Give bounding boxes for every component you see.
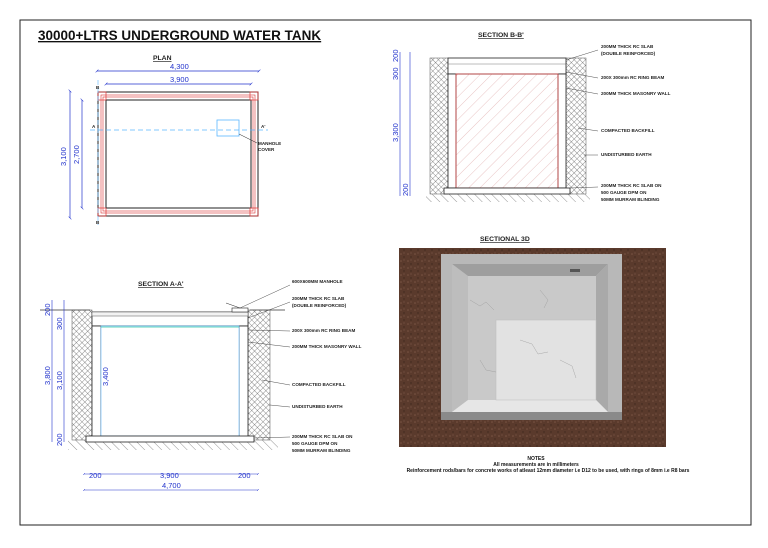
section-aa-label-5: COMPACTED BACKFILL [292,382,346,387]
section-bb-view [391,32,671,202]
section-aa-dim-3: 200 [55,433,64,446]
section-3d-view [399,236,666,447]
section-bb-label-4: COMPACTED BACKFILL [601,128,655,133]
plan-view [59,55,281,225]
section-aa-bottom-dim-2: 200 [238,471,251,480]
section-aa-label-0: 600X600MM MANHOLE [292,279,343,284]
section-bb-dim-3: 200 [401,183,410,196]
plan-manhole-label-2: COVER [258,147,275,152]
section-aa-view [40,279,362,490]
section-aa-label-3: 200X 300mm RC RING BEAM [292,328,356,333]
plan-dim-left-inner: 2,700 [72,145,81,164]
plan-dim-left-outer: 3,100 [59,147,68,166]
section-aa-dim-2: 3,100 [55,371,64,390]
section-bb-title: SECTION B-B' [478,32,524,39]
section-bb-dim-1: 300 [391,67,400,80]
section-aa-bottom-dim-1: 3,900 [160,471,179,480]
section-bb-dim-0: 200 [391,49,400,62]
section-aa-label-7: 200MM THICK RC SLAB ON [292,434,353,439]
section-bb-label-0: 200MM THICK RC SLAB [601,44,654,49]
section-bb-label-7: 500 GAUGE DPM ON [601,190,647,195]
section-aa-label-4: 200MM THICK MASONRY WALL [292,344,362,349]
notes [407,456,690,474]
notes-line-1: All measurements are in millimeters [493,462,579,468]
section-bb-label-5: UNDISTURBED EARTH [601,152,652,157]
section-aa-dim-0: 300 [55,317,64,330]
section-aa-bottom-total: 4,700 [162,481,181,490]
drawing-title: 30000+LTRS UNDERGROUND WATER TANK [38,28,322,43]
section-bb-label-2: 200X 300mm RC RING BEAM [601,75,665,80]
section-aa-dim-1: 3,800 [43,366,52,385]
section-bb-label-8: 50MM MURRAM BLINDING [601,197,660,202]
section-aa-dim-inner: 3,400 [101,367,110,386]
section-bb-label-3: 200MM THICK MASONRY WALL [601,91,671,96]
section-aa-label-8: 500 GAUGE DPM ON [292,441,338,446]
section-aa-label-2: (DOUBLE REINFORCED) [292,303,347,308]
section-3d-title: SECTIONAL 3D [480,236,530,243]
section-bb-label-1: (DOUBLE REINFORCED) [601,51,656,56]
plan-mark-a2: A' [261,124,266,129]
plan-mark-b2: B [96,220,100,225]
section-aa-label-1: 200MM THICK RC SLAB [292,296,345,301]
plan-title: PLAN [153,55,172,62]
section-aa-bottom-dim-0: 200 [89,471,102,480]
section-aa-label-6: UNDISTURBED EARTH [292,404,343,409]
notes-line-2: Reinforcement rods/bars for concrete works of atleast 12mm diameter i.e D12 to be used, with rings of 8mm i.e R8 bars [406,468,690,474]
section-aa-title: SECTION A-A' [138,281,184,288]
section-aa-dim-4: 200 [43,303,52,316]
plan-dim-outer: 4,300 [170,62,189,71]
section-bb-label-6: 200MM THICK RC SLAB ON [601,183,662,188]
plan-mark-a: A [92,124,96,129]
plan-mark-b: B [96,85,100,90]
section-bb-dim-2: 3,300 [391,123,400,142]
section-aa-label-9: 50MM MURRAM BLINDING [292,448,351,453]
plan-manhole-label-1: MANHOLE [258,141,282,146]
notes-heading: NOTES [527,456,545,462]
plan-dim-inner: 3,900 [170,75,189,84]
